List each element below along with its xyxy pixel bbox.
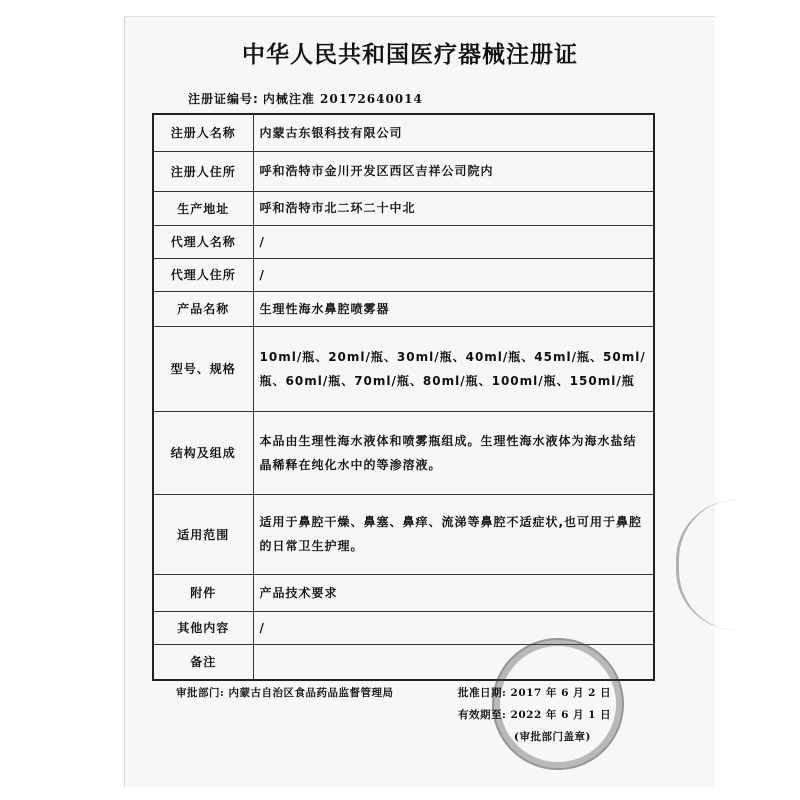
row-label: 代理人名称 — [153, 225, 253, 258]
row-value: 内蒙古东银科技有限公司 — [253, 114, 654, 151]
row-value: 生理性海水鼻腔喷雾器 — [253, 291, 654, 326]
table-row — [153, 225, 654, 258]
certificate-table — [152, 113, 655, 681]
table-row — [153, 411, 654, 494]
row-label: 注册人住所 — [153, 151, 253, 191]
seal-note: (审批部门盖章) — [514, 731, 591, 743]
row-label: 生产地址 — [153, 191, 253, 225]
row-value: / — [253, 611, 654, 644]
row-value: 产品技术要求 — [253, 574, 654, 611]
row-label: 备注 — [153, 644, 253, 680]
table-row — [153, 611, 654, 644]
approval-date: 批准日期: 2017 年 6 月 2 日 — [458, 687, 612, 699]
row-label: 附件 — [153, 574, 253, 611]
valid-until: 有效期至: 2022 年 6 月 1 日 — [458, 709, 612, 721]
row-value: / — [253, 258, 654, 291]
table-row — [153, 151, 654, 191]
row-value: 呼和浩特市金川开发区西区吉祥公司院内 — [253, 151, 654, 191]
registration-label: 注册证编号: — [188, 92, 259, 106]
table-row — [153, 291, 654, 326]
table-row — [153, 326, 654, 411]
table-row — [153, 494, 654, 574]
table-row — [153, 574, 654, 611]
row-label: 注册人名称 — [153, 114, 253, 151]
row-label: 结构及组成 — [153, 411, 253, 494]
registration-value: 内械注准 20172640014 — [262, 92, 423, 106]
certificate-title: 中华人民共和国医疗器械注册证 — [242, 42, 578, 68]
row-label: 产品名称 — [153, 291, 253, 326]
row-value: 适用于鼻腔干燥、鼻塞、鼻痒、流涕等鼻腔不适症状,也可用于鼻腔的日常卫生护理。 — [253, 494, 654, 574]
row-value: 10ml/瓶、20ml/瓶、30ml/瓶、40ml/瓶、45ml/瓶、50ml/瓶、60ml/瓶、70ml/瓶、80ml/瓶、100ml/瓶、150ml/瓶 — [253, 326, 654, 411]
row-label: 适用范围 — [153, 494, 253, 574]
row-value: / — [253, 225, 654, 258]
official-seal — [492, 638, 624, 770]
table-row — [153, 258, 654, 291]
row-value: 本品由生理性海水液体和喷雾瓶组成。生理性海水液体为海水盐结晶稀释在纯化水中的等渗溶液。 — [253, 411, 654, 494]
registration-number — [188, 90, 423, 107]
row-label: 型号、规格 — [153, 326, 253, 411]
row-label: 其他内容 — [153, 611, 253, 644]
row-value: 呼和浩特市北二环二十中北 — [253, 191, 654, 225]
row-label: 代理人住所 — [153, 258, 253, 291]
table-row — [153, 191, 654, 225]
table-row — [153, 114, 654, 151]
approval-department: 审批部门: 内蒙古自治区食品药品监督管理局 — [176, 687, 394, 699]
